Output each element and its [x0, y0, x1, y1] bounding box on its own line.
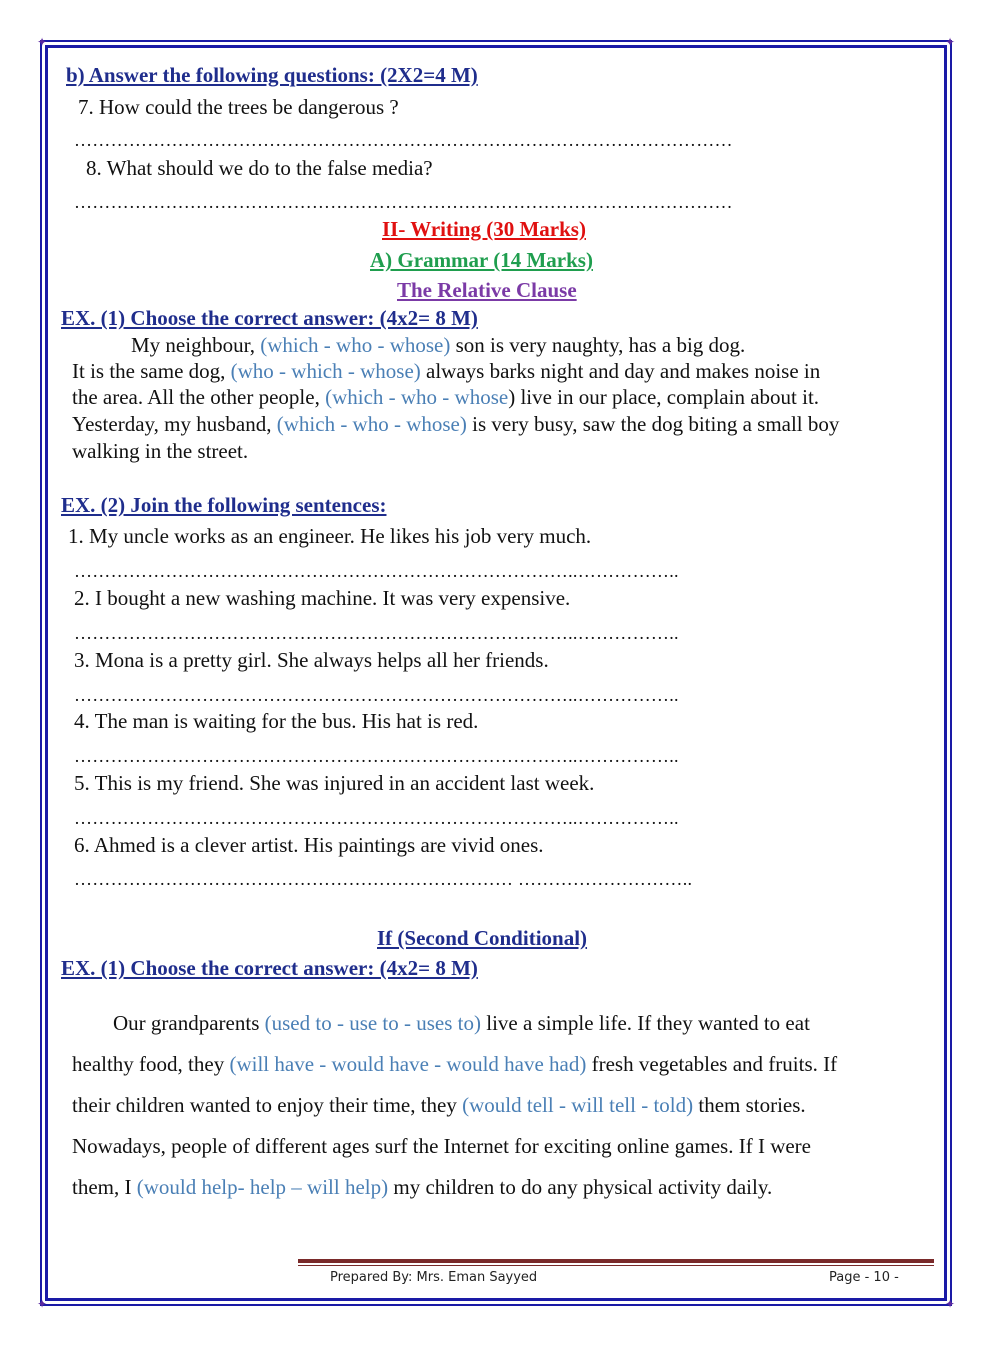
if-choice-1[interactable]: (used to - use to - uses to) [264, 1011, 482, 1035]
join-answer-line-2[interactable]: ………………………………………………………………………..…………….. [74, 623, 679, 643]
corner-ornament-icon: ✦ [36, 1297, 48, 1311]
ex1-relative-heading: EX. (1) Choose the correct answer: (4x2= 8 M) [61, 306, 478, 330]
relative-paragraph-line-5: walking in the street. [72, 439, 249, 463]
join-answer-line-5[interactable]: ………………………………………………………………………..…………….. [74, 808, 679, 828]
relative-choice-3[interactable]: (which - who - whose [325, 385, 509, 409]
relative-choice-2[interactable]: (who - which - whose) [230, 359, 421, 383]
relative-paragraph-line-1: My neighbour, (which - who - whose) son is very naughty, has a big dog. [131, 333, 746, 357]
footer-page-number: Page - 10 - [829, 1270, 899, 1285]
if-paragraph-line-3: their children wanted to enjoy their time, they (would tell - will tell - told) them stories. [72, 1093, 806, 1117]
if-paragraph-line-5: them, I (would help- help – will help) my children to do any physical activity daily. [72, 1175, 773, 1199]
question-7: 7. How could the trees be dangerous ? [78, 95, 399, 119]
section-b-heading: b) Answer the following questions: (2X2=4 M) [66, 63, 478, 87]
relative-paragraph-line-2: It is the same dog, (who - which - whose) always barks night and day and makes noise in [72, 359, 821, 383]
if-paragraph-line-2: healthy food, they (will have - would have - would have had) fresh vegetables and fruits. If [72, 1052, 838, 1076]
answer-line-7[interactable]: ……………………………………………………………………………………………… [74, 130, 733, 150]
footer-divider [298, 1259, 934, 1263]
if-choice-2[interactable]: (will have - would have - would have had) [229, 1052, 587, 1076]
join-sentence-4: 4. The man is waiting for the bus. His hat is red. [74, 709, 479, 733]
corner-ornament-icon: ✦ [944, 35, 956, 49]
if-paragraph-line-1: Our grandparents (used to - use to - uses to) live a simple life. If they wanted to eat [113, 1011, 810, 1035]
if-choice-3[interactable]: (would tell - will tell - told) [462, 1093, 694, 1117]
join-answer-line-6[interactable]: ……………………………………………………………… ……………………….. [74, 869, 693, 889]
if-heading: If (Second Conditional) [377, 926, 588, 950]
join-answer-line-4[interactable]: ………………………………………………………………………..…………….. [74, 746, 679, 766]
join-sentence-5: 5. This is my friend. She was injured in an accident last week. [74, 771, 595, 795]
join-answer-line-1[interactable]: ………………………………………………………………………..…………….. [74, 561, 679, 581]
join-sentence-2: 2. I bought a new washing machine. It was very expensive. [74, 586, 571, 610]
relative-choice-1[interactable]: (which - who - whose) [260, 333, 451, 357]
if-choice-4[interactable]: (would help- help – will help) [136, 1175, 389, 1199]
relative-choice-4[interactable]: (which - who - whose) [276, 412, 467, 436]
join-answer-line-3[interactable]: ………………………………………………………………………..…………….. [74, 685, 679, 705]
answer-line-8[interactable]: ……………………………………………………………………………………………… [74, 192, 733, 212]
join-sentence-3: 3. Mona is a pretty girl. She always helps all her friends. [74, 648, 549, 672]
corner-ornament-icon: ✦ [944, 1297, 956, 1311]
relative-paragraph-line-3: the area. All the other people, (which - who - whose) live in our place, complain about it. [72, 385, 820, 409]
if-paragraph-line-4: Nowadays, people of different ages surf the Internet for exciting online games. If I were [72, 1134, 811, 1158]
ex2-join-heading: EX. (2) Join the following sentences: [61, 493, 387, 517]
writing-heading: II- Writing (30 Marks) [382, 217, 586, 241]
footer-author: Prepared By: Mrs. Eman Sayyed [330, 1270, 538, 1285]
footer-divider-thin [298, 1265, 934, 1266]
grammar-heading: A) Grammar (14 Marks) [370, 248, 593, 272]
relative-paragraph-line-4: Yesterday, my husband, (which - who - whose) is very busy, saw the dog biting a small boy [72, 412, 840, 436]
corner-ornament-icon: ✦ [36, 35, 48, 49]
join-sentence-1: 1. My uncle works as an engineer. He likes his job very much. [68, 524, 592, 548]
question-8: 8. What should we do to the false media? [86, 156, 433, 180]
relative-clause-heading: The Relative Clause [397, 278, 577, 302]
join-sentence-6: 6. Ahmed is a clever artist. His paintings are vivid ones. [74, 833, 544, 857]
ex1-if-heading: EX. (1) Choose the correct answer: (4x2= 8 M) [61, 956, 478, 980]
